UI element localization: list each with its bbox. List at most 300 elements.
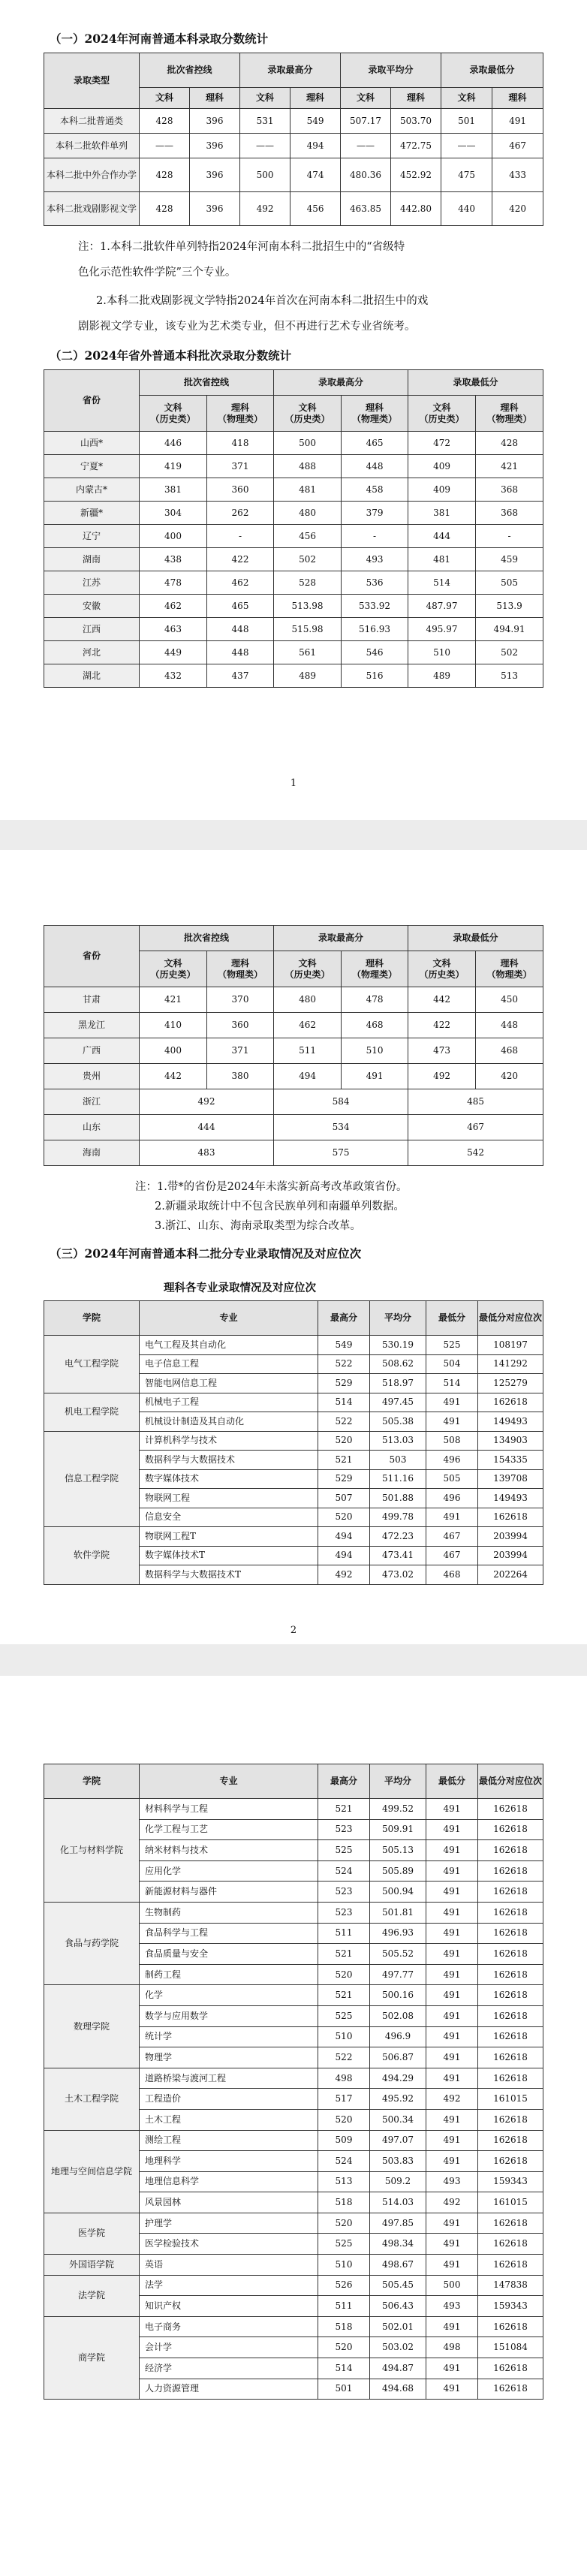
score-cell: 491 xyxy=(426,1923,478,1944)
section1-table xyxy=(44,53,543,226)
col-wen-header: 文科 xyxy=(341,88,391,109)
major-label: 电子信息工程 xyxy=(140,1354,318,1374)
score-cell: 546 xyxy=(342,641,408,664)
score-cell: 492 xyxy=(426,2192,478,2213)
header-row xyxy=(44,926,543,951)
wen-label: 文科 xyxy=(298,402,317,413)
score-cell: 396 xyxy=(190,158,240,192)
col-province-header: 省份 xyxy=(44,926,140,987)
score-cell: 396 xyxy=(190,134,240,158)
score-cell: 162618 xyxy=(478,1902,543,1923)
table-row xyxy=(44,2213,543,2234)
col-li-header xyxy=(207,396,274,432)
score-cell: 428 xyxy=(140,158,190,192)
table-row xyxy=(44,1799,543,1820)
major-label: 生物制药 xyxy=(140,1902,318,1923)
score-cell: 491 xyxy=(426,2130,478,2151)
col-type-header: 录取类型 xyxy=(44,53,140,109)
major-label: 化学 xyxy=(140,1985,318,2006)
table-row xyxy=(44,641,543,664)
score-cell: 478 xyxy=(342,987,408,1013)
major-label: 经济学 xyxy=(140,2358,318,2379)
score-cell: 381 xyxy=(140,478,207,502)
table-row xyxy=(44,664,543,688)
score-cell: 520 xyxy=(318,1964,370,1985)
score-cell: 501 xyxy=(441,109,492,134)
table-row xyxy=(44,502,543,525)
table-row xyxy=(44,432,543,455)
score-cell: - xyxy=(476,525,543,548)
major-label: 机械电子工程 xyxy=(140,1393,318,1412)
col-max-header: 最高分 xyxy=(318,1301,370,1336)
score-cell: 442.80 xyxy=(391,192,441,226)
page-number-1: 1 xyxy=(290,778,297,789)
major-label: 食品质量与安全 xyxy=(140,1944,318,1965)
score-cell: 491 xyxy=(342,1064,408,1089)
score-cell: 421 xyxy=(140,987,207,1013)
college-label: 地理与空间信息学院 xyxy=(44,2130,140,2213)
score-cell: 497.45 xyxy=(370,1393,426,1412)
wen-label: 文科 xyxy=(298,957,317,969)
province-label: 内蒙古* xyxy=(44,478,140,502)
col-min-header: 最低分 xyxy=(426,1764,478,1799)
score-cell: 505.89 xyxy=(370,1860,426,1882)
score-cell: —— xyxy=(140,134,190,158)
col-li-header xyxy=(476,396,543,432)
score-cell: 497.85 xyxy=(370,2213,426,2234)
score-cell: 496.9 xyxy=(370,2026,426,2047)
col-wen-header: 文科 xyxy=(140,88,190,109)
score-cell: 495.92 xyxy=(370,2089,426,2110)
col-major-header: 专业 xyxy=(140,1764,318,1799)
table-row xyxy=(44,1393,543,1412)
col-max-header: 录取最高分 xyxy=(240,53,341,88)
table-row xyxy=(44,618,543,641)
table-row xyxy=(44,1140,543,1166)
score-cell: 499.52 xyxy=(370,1799,426,1820)
score-cell: 162618 xyxy=(478,2151,543,2172)
province-label: 广西 xyxy=(44,1038,140,1064)
major-label: 电气工程及其自动化 xyxy=(140,1336,318,1355)
score-cell: 518 xyxy=(318,2192,370,2213)
score-cell: 437 xyxy=(207,664,274,688)
score-cell: 493 xyxy=(342,548,408,571)
score-cell: 491 xyxy=(426,2379,478,2400)
score-cell: 494 xyxy=(318,1546,370,1565)
section3-table-part2 xyxy=(44,1764,543,2400)
score-cell: 503 xyxy=(370,1451,426,1470)
section1-note-3: 2.本科二批戏剧影视文学特指2024年首次在河南本科二批招生中的戏 xyxy=(96,295,429,307)
table-row xyxy=(44,571,543,595)
major-label: 计算机科学与技术 xyxy=(140,1431,318,1451)
section2-table-part2 xyxy=(44,925,543,1166)
col-control-header: 批次省控线 xyxy=(140,370,274,396)
row-type-label: 本科二批软件单列 xyxy=(44,134,140,158)
score-cell: 502 xyxy=(476,641,543,664)
section3-subtitle: 理科各专业录取情况及对应位次 xyxy=(164,1282,316,1294)
score-cell: 381 xyxy=(408,502,476,525)
score-cell: 529 xyxy=(318,1469,370,1489)
score-cell: 511 xyxy=(274,1038,342,1064)
col-li-header xyxy=(476,951,543,987)
score-cell: 444 xyxy=(408,525,476,548)
score-cell: 421 xyxy=(476,455,543,478)
score-cell: 491 xyxy=(426,1840,478,1861)
score-cell: 409 xyxy=(408,478,476,502)
li-sub-label: （物理类） xyxy=(218,413,263,424)
table-row xyxy=(44,2275,543,2296)
merged-score-cell: 584 xyxy=(274,1089,408,1115)
score-cell: 491 xyxy=(426,2151,478,2172)
score-cell: 511 xyxy=(318,2296,370,2317)
college-label: 法学院 xyxy=(44,2275,140,2316)
score-cell: 468 xyxy=(476,1038,543,1064)
province-label: 湖南 xyxy=(44,548,140,571)
score-cell: 203994 xyxy=(478,1546,543,1565)
score-cell: 492 xyxy=(408,1064,476,1089)
score-cell: 480 xyxy=(274,987,342,1013)
table-row xyxy=(44,478,543,502)
table-row xyxy=(44,1115,543,1140)
score-cell: 475 xyxy=(441,158,492,192)
col-control-header: 批次省控线 xyxy=(140,53,240,88)
score-cell: 491 xyxy=(426,2005,478,2026)
score-cell: 521 xyxy=(318,1799,370,1820)
table-row xyxy=(44,2130,543,2151)
score-cell: 494.91 xyxy=(476,618,543,641)
score-cell: 491 xyxy=(426,2213,478,2234)
major-label: 地理信息科学 xyxy=(140,2171,318,2192)
score-cell: 524 xyxy=(318,1860,370,1882)
score-cell: 511 xyxy=(318,1923,370,1944)
section1-title: （一）2024年河南普通本科录取分数统计 xyxy=(50,32,269,46)
major-label: 英语 xyxy=(140,2255,318,2276)
score-cell: 370 xyxy=(207,987,274,1013)
li-sub-label: （物理类） xyxy=(218,969,263,980)
score-cell: 462 xyxy=(140,595,207,618)
score-cell: 491 xyxy=(426,1508,478,1527)
col-wen-header: 文科 xyxy=(441,88,492,109)
province-label: 山西* xyxy=(44,432,140,455)
score-cell: 161015 xyxy=(478,2192,543,2213)
score-cell: 442 xyxy=(140,1064,207,1089)
score-cell: 510 xyxy=(318,2255,370,2276)
score-cell: 491 xyxy=(426,1882,478,1903)
table-row xyxy=(44,192,543,226)
major-label: 数据科学与大数据技术 xyxy=(140,1451,318,1470)
score-cell: 505.38 xyxy=(370,1412,426,1432)
table-row xyxy=(44,1902,543,1923)
merged-score-cell: 485 xyxy=(408,1089,543,1115)
province-label: 浙江 xyxy=(44,1089,140,1115)
score-cell: 491 xyxy=(492,109,543,134)
score-cell: 480.36 xyxy=(341,158,391,192)
score-cell: 498.67 xyxy=(370,2255,426,2276)
score-cell: 525 xyxy=(318,1840,370,1861)
score-cell: 458 xyxy=(342,478,408,502)
table-row xyxy=(44,1013,543,1038)
col-min-header: 录取最低分 xyxy=(441,53,543,88)
score-cell: 467 xyxy=(426,1527,478,1547)
li-sub-label: （物理类） xyxy=(352,413,398,424)
score-cell: 492 xyxy=(318,1565,370,1585)
section1-note-4: 剧影视文学专业，该专业为艺术类专业，但不再进行艺术专业省统考。 xyxy=(78,321,416,333)
score-cell: 139708 xyxy=(478,1469,543,1489)
score-cell: 420 xyxy=(492,192,543,226)
score-cell: 498 xyxy=(318,2068,370,2089)
score-cell: 518 xyxy=(318,2316,370,2337)
score-cell: 203994 xyxy=(478,1527,543,1547)
score-cell: 438 xyxy=(140,548,207,571)
score-cell: 492 xyxy=(240,192,290,226)
score-cell: 159343 xyxy=(478,2296,543,2317)
score-cell: 530.19 xyxy=(370,1336,426,1355)
major-label: 材料科学与工程 xyxy=(140,1799,318,1820)
major-label: 人力资源管理 xyxy=(140,2379,318,2400)
score-cell: 491 xyxy=(426,1860,478,1882)
score-cell: 162618 xyxy=(478,2358,543,2379)
merged-score-cell: 542 xyxy=(408,1140,543,1166)
major-label: 智能电网信息工程 xyxy=(140,1374,318,1393)
score-cell: 368 xyxy=(476,478,543,502)
score-cell: 505.52 xyxy=(370,1944,426,1965)
score-cell: 520 xyxy=(318,2337,370,2358)
score-cell: 491 xyxy=(426,1964,478,1985)
score-cell: 473 xyxy=(408,1038,476,1064)
score-cell: 500 xyxy=(426,2275,478,2296)
score-cell: 448 xyxy=(342,455,408,478)
col-wen-header xyxy=(408,951,476,987)
score-cell: 472.75 xyxy=(391,134,441,158)
score-cell: 202264 xyxy=(478,1565,543,1585)
score-cell: 428 xyxy=(140,109,190,134)
merged-score-cell: 492 xyxy=(140,1089,274,1115)
wen-label: 文科 xyxy=(164,957,182,969)
major-label: 新能源材料与器件 xyxy=(140,1882,318,1903)
col-li-header xyxy=(207,951,274,987)
score-cell: 162618 xyxy=(478,2316,543,2337)
major-label: 数字媒体技术 xyxy=(140,1469,318,1489)
score-cell: 498 xyxy=(426,2337,478,2358)
section2-note-3: 3.浙江、山东、海南录取类型为综合改革。 xyxy=(155,1220,361,1232)
score-cell: —— xyxy=(341,134,391,158)
score-cell: 506.43 xyxy=(370,2296,426,2317)
score-cell: 481 xyxy=(274,478,342,502)
table-row xyxy=(44,455,543,478)
score-cell: - xyxy=(342,525,408,548)
score-cell: 418 xyxy=(207,432,274,455)
merged-score-cell: 534 xyxy=(274,1115,408,1140)
score-cell: 500.34 xyxy=(370,2109,426,2130)
score-cell: 501.88 xyxy=(370,1489,426,1508)
table-row xyxy=(44,1527,543,1547)
score-cell: 491 xyxy=(426,2047,478,2068)
college-label: 数理学院 xyxy=(44,1985,140,2068)
section2-title: （二）2024年省外普通本科批次录取分数统计 xyxy=(50,348,292,363)
score-cell: 516 xyxy=(342,664,408,688)
score-cell: 521 xyxy=(318,1451,370,1470)
score-cell: 491 xyxy=(426,1944,478,1965)
score-cell: 494 xyxy=(318,1527,370,1547)
header-row xyxy=(44,1764,543,1799)
college-label: 信息工程学院 xyxy=(44,1431,140,1527)
score-cell: 396 xyxy=(190,109,240,134)
col-max-header: 录取最高分 xyxy=(274,370,408,396)
score-cell: 491 xyxy=(426,2358,478,2379)
major-label: 测绘工程 xyxy=(140,2130,318,2151)
table-row xyxy=(44,1089,543,1115)
score-cell: 162618 xyxy=(478,2047,543,2068)
score-cell: 468 xyxy=(426,1565,478,1585)
score-cell: 494.87 xyxy=(370,2358,426,2379)
section1-note-2: 色化示范性软件学院”三个专业。 xyxy=(78,267,236,279)
score-cell: 533.92 xyxy=(342,595,408,618)
score-cell: 494 xyxy=(290,134,341,158)
page-number-2: 2 xyxy=(290,1625,297,1636)
score-cell: 149493 xyxy=(478,1412,543,1432)
score-cell: 462 xyxy=(274,1013,342,1038)
score-cell: 518.97 xyxy=(370,1374,426,1393)
score-cell: 493 xyxy=(426,2171,478,2192)
score-cell: 371 xyxy=(207,1038,274,1064)
score-cell: 501.81 xyxy=(370,1902,426,1923)
row-type-label: 本科二批普通类 xyxy=(44,109,140,134)
col-major-header: 专业 xyxy=(140,1301,318,1336)
score-cell: 463 xyxy=(140,618,207,641)
score-cell: 462 xyxy=(207,571,274,595)
score-cell: 521 xyxy=(318,1944,370,1965)
score-cell: 162618 xyxy=(478,2026,543,2047)
score-cell: 472 xyxy=(408,432,476,455)
province-label: 安徽 xyxy=(44,595,140,618)
major-label: 统计学 xyxy=(140,2026,318,2047)
score-cell: 509.2 xyxy=(370,2171,426,2192)
score-cell: 491 xyxy=(426,2316,478,2337)
score-cell: 522 xyxy=(318,1354,370,1374)
row-type-label: 本科二批戏剧影视文学 xyxy=(44,192,140,226)
col-min-header: 录取最低分 xyxy=(408,926,543,951)
major-label: 数字媒体技术T xyxy=(140,1546,318,1565)
major-label: 数学与应用数学 xyxy=(140,2005,318,2026)
score-cell: 525 xyxy=(318,2005,370,2026)
table-row xyxy=(44,2316,543,2337)
score-cell: 422 xyxy=(408,1013,476,1038)
section1-note-1: 注：1.本科二批软件单列特指2024年河南本科二批招生中的“省级特 xyxy=(78,241,405,253)
merged-score-cell: 467 xyxy=(408,1115,543,1140)
score-cell: 501 xyxy=(318,2379,370,2400)
province-label: 甘肃 xyxy=(44,987,140,1013)
score-cell: 380 xyxy=(207,1064,274,1089)
col-avg-header: 录取平均分 xyxy=(341,53,441,88)
merged-score-cell: 483 xyxy=(140,1140,274,1166)
score-cell: 520 xyxy=(318,1431,370,1451)
col-control-header: 批次省控线 xyxy=(140,926,274,951)
score-cell: 487.97 xyxy=(408,595,476,618)
score-cell: 500.94 xyxy=(370,1882,426,1903)
major-label: 风景园林 xyxy=(140,2192,318,2213)
score-cell: 162618 xyxy=(478,1819,543,1840)
score-cell: 489 xyxy=(274,664,342,688)
score-cell: 491 xyxy=(426,2109,478,2130)
section3-title: （三）2024年河南普通本科二批分专业录取情况及对应位次 xyxy=(50,1246,362,1261)
major-label: 医学检验技术 xyxy=(140,2234,318,2255)
score-cell: 503.83 xyxy=(370,2151,426,2172)
score-cell: 422 xyxy=(207,548,274,571)
col-wen-header xyxy=(274,951,342,987)
score-cell: 508 xyxy=(426,1431,478,1451)
major-label: 食品科学与工程 xyxy=(140,1923,318,1944)
score-cell: 510 xyxy=(318,2026,370,2047)
major-label: 纳米材料与技术 xyxy=(140,1840,318,1861)
province-label: 宁夏* xyxy=(44,455,140,478)
score-cell: 491 xyxy=(426,1819,478,1840)
score-cell: 440 xyxy=(441,192,492,226)
score-cell: 472.23 xyxy=(370,1527,426,1547)
score-cell: 506.87 xyxy=(370,2047,426,2068)
score-cell: 473.41 xyxy=(370,1546,426,1565)
score-cell: 491 xyxy=(426,2234,478,2255)
major-label: 应用化学 xyxy=(140,1860,318,1882)
score-cell: 491 xyxy=(426,2026,478,2047)
score-cell: 494.29 xyxy=(370,2068,426,2089)
major-label: 物联网工程T xyxy=(140,1527,318,1547)
major-label: 物理学 xyxy=(140,2047,318,2068)
score-cell: 474 xyxy=(290,158,341,192)
score-cell: 467 xyxy=(426,1546,478,1565)
score-cell: 513 xyxy=(476,664,543,688)
score-cell: 360 xyxy=(207,478,274,502)
col-wen-header xyxy=(140,396,207,432)
score-cell: 496 xyxy=(426,1451,478,1470)
score-cell: 526 xyxy=(318,2275,370,2296)
score-cell: 491 xyxy=(426,1902,478,1923)
college-label: 软件学院 xyxy=(44,1527,140,1585)
major-label: 机械设计制造及其自动化 xyxy=(140,1412,318,1432)
score-cell: 491 xyxy=(426,1412,478,1432)
score-cell: 494 xyxy=(274,1064,342,1089)
score-cell: 480 xyxy=(274,502,342,525)
score-cell: 525 xyxy=(318,2234,370,2255)
wen-sub-label: （历史类） xyxy=(419,413,465,424)
score-cell: 507 xyxy=(318,1489,370,1508)
li-label: 理科 xyxy=(231,402,250,413)
header-row xyxy=(44,53,543,88)
score-cell: —— xyxy=(240,134,290,158)
table-row xyxy=(44,1038,543,1064)
wen-label: 文科 xyxy=(432,402,451,413)
col-li-header: 理科 xyxy=(290,88,341,109)
score-cell: 108197 xyxy=(478,1336,543,1355)
score-cell: 162618 xyxy=(478,1860,543,1882)
score-cell: 456 xyxy=(290,192,341,226)
score-cell: 549 xyxy=(290,109,341,134)
score-cell: 433 xyxy=(492,158,543,192)
score-cell: 502 xyxy=(274,548,342,571)
score-cell: 514 xyxy=(318,2358,370,2379)
score-cell: 449 xyxy=(140,641,207,664)
score-cell: 510 xyxy=(342,1038,408,1064)
table-row xyxy=(44,2255,543,2276)
score-cell: 442 xyxy=(408,987,476,1013)
score-cell: 520 xyxy=(318,1508,370,1527)
score-cell: 516.93 xyxy=(342,618,408,641)
score-cell: 488 xyxy=(274,455,342,478)
col-wen-header xyxy=(140,951,207,987)
major-label: 法学 xyxy=(140,2275,318,2296)
score-cell: 478 xyxy=(140,571,207,595)
score-cell: 162618 xyxy=(478,2379,543,2400)
score-cell: 162618 xyxy=(478,1985,543,2006)
